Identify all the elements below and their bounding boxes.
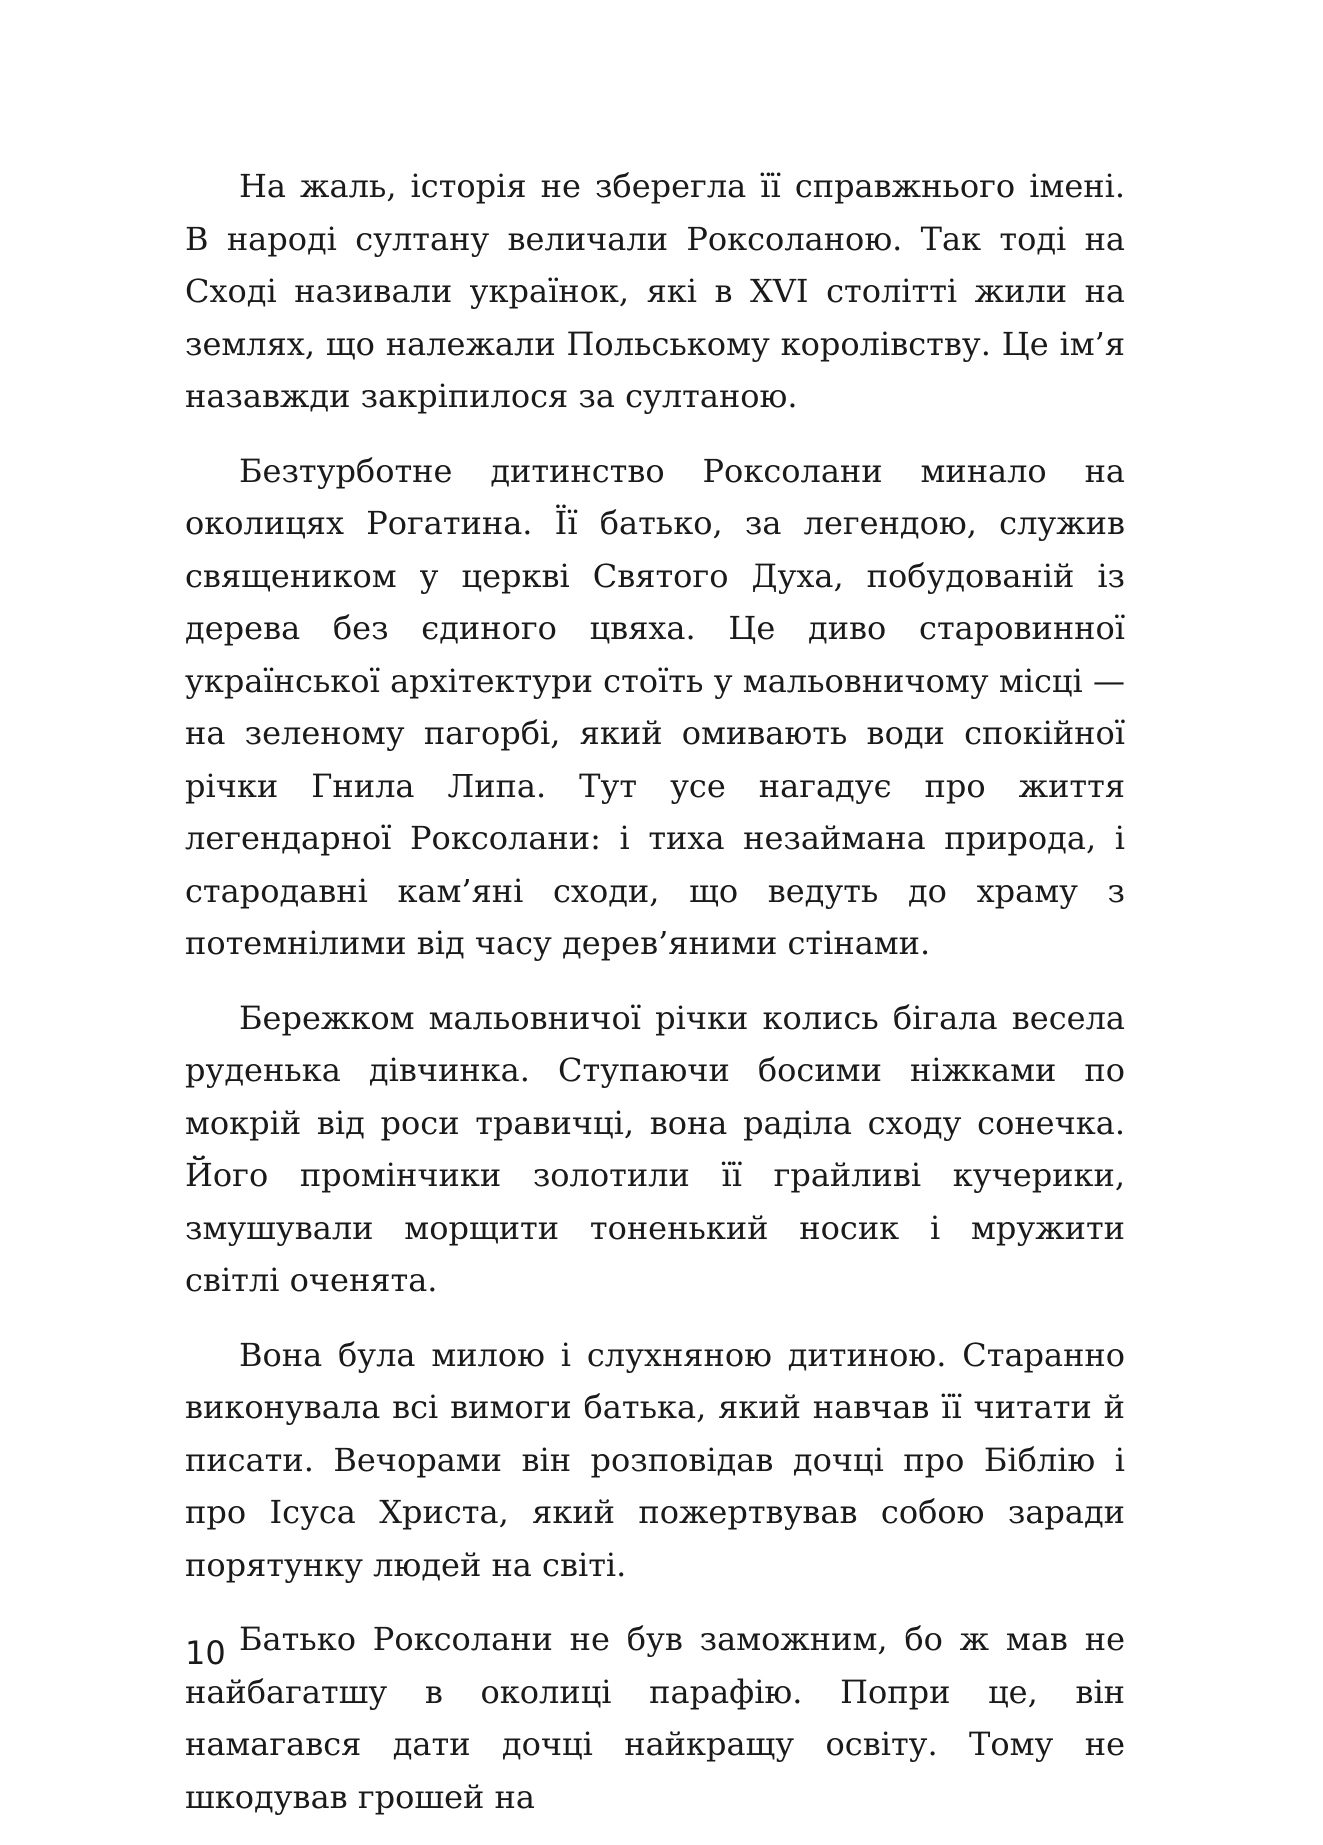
paragraph-5: Батько Роксолани не був заможним, бо ж мав не найбагатшу в околиці парафію. Попри це, він намагався дати дочці найкращу освіту. Тому не шкодував грошей на bbox=[185, 1620, 1125, 1816]
paragraph-1: На жаль, історія не зберегла її справжнього імені. В народі султану величали Роксоланою. Так тоді на Сході називали українок, які в XVI столітті жили на землях, що належали Польському королівству. Це ім’я назавжди закріпилося за султаною. bbox=[185, 167, 1125, 415]
paragraph-4: Вона була милою і слухняною дитиною. Старанно виконувала всі вимоги батька, який навчав її читати й писати. Вечорами він розповідав дочці про Біблію і про Ісуса Христа, який пожертвував собою заради порятунку людей на світі. bbox=[185, 1335, 1125, 1584]
paragraph-3: Бережком мальовничої річки колись бігала весела руденька дівчинка. Ступаючи босими ніжками по мокрій від роси травичці, вона раділа сходу сонечка. Його промінчики золотили її грайливі кучерики, змушували морщити тоненький носик і мружити світлі оченята. bbox=[185, 998, 1125, 1299]
page-number: 10 bbox=[185, 1634, 226, 1672]
body-text bbox=[185, 160, 1125, 1845]
paragraph-2: Безтурботне дитинство Роксолани минало на околицях Рогатина. Її батько, за легендою, служив священиком у церкві Святого Духа, побудованій із дерева без єдиного цвяха. Це диво старовинної української архітектури стоїть у мальовничому місці — на зеленому пагорбі, який омивають води спокійної річки Гнила Липа. Тут усе нагадує про життя легендарної Роксолани: і тиха незаймана природа, і стародавні кам’яні сходи, що ведуть до храму з потемнілими від часу дерев’яними стінами. bbox=[185, 451, 1125, 962]
